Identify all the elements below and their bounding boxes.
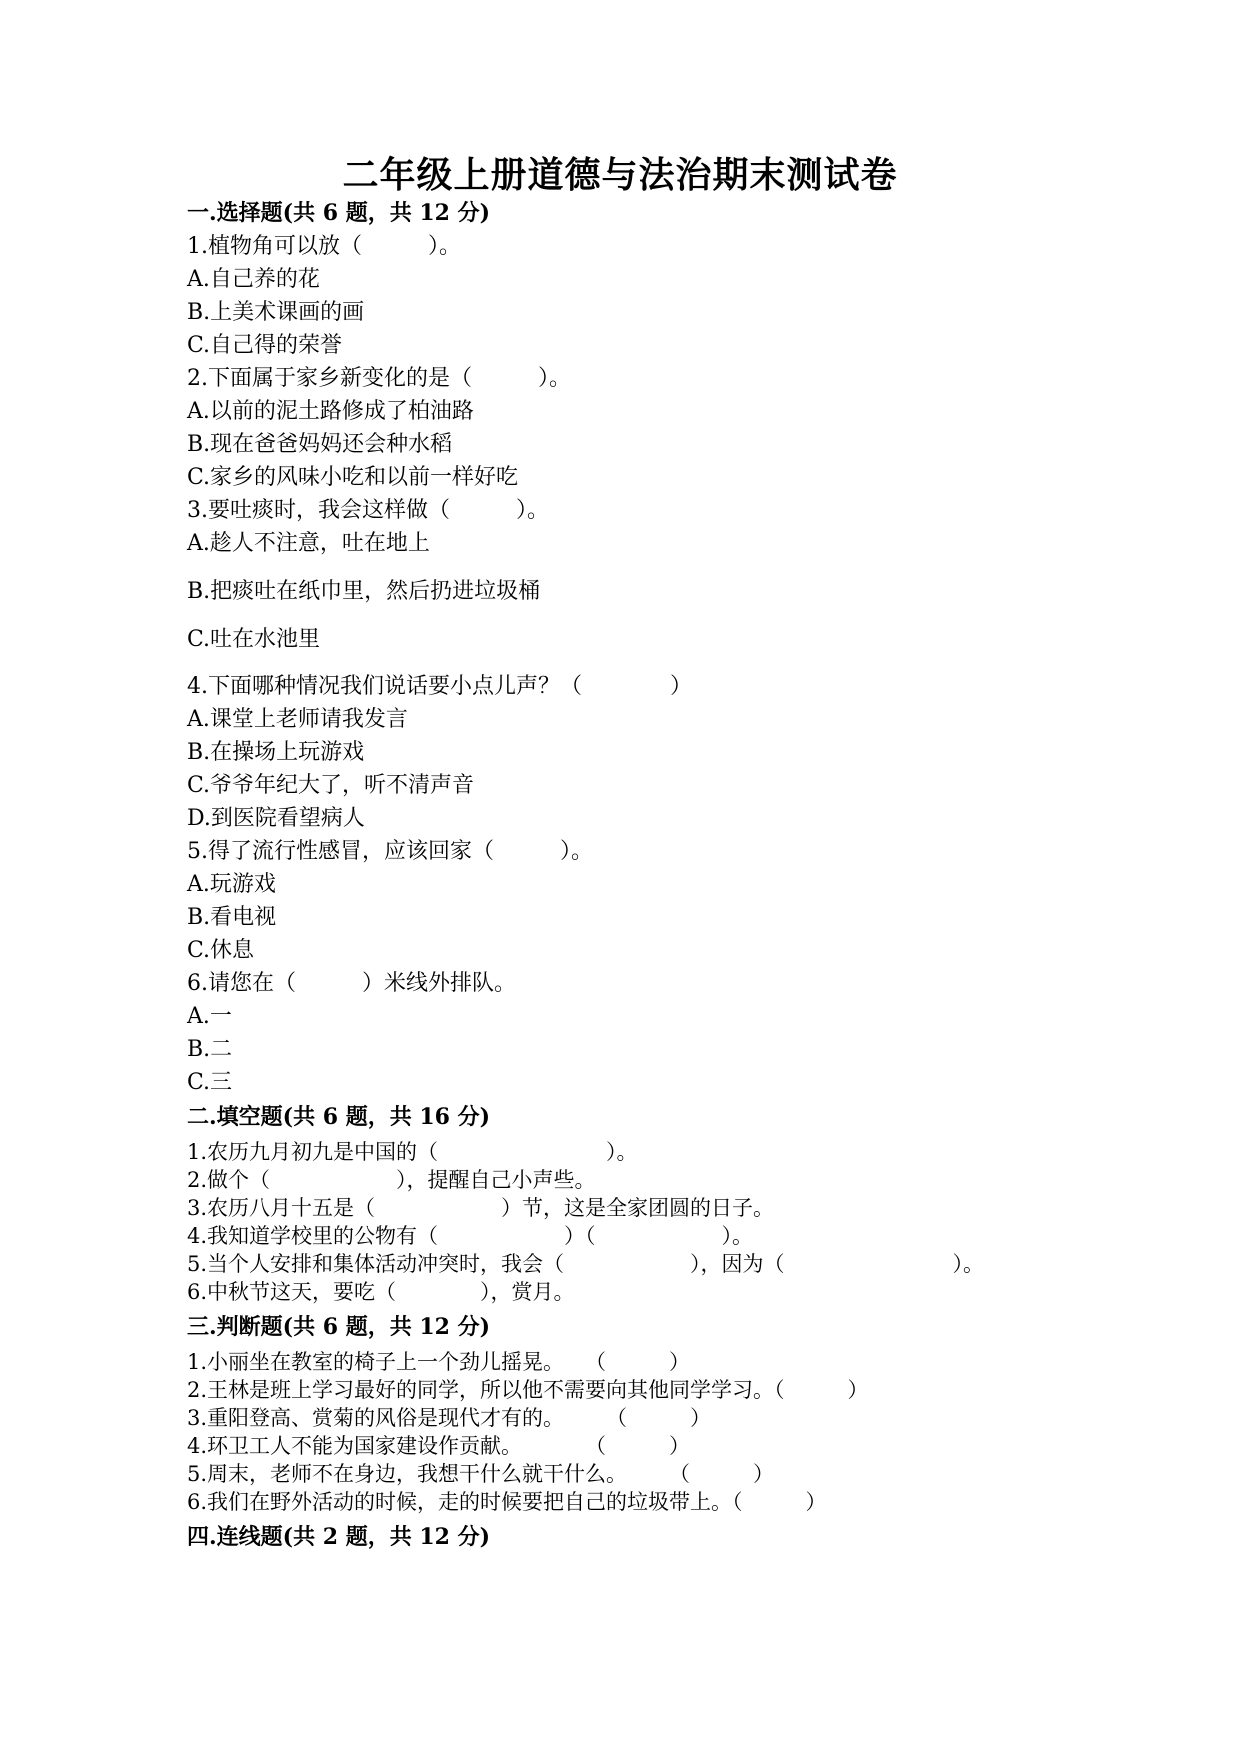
choice-q5-stem: 5.得了流行性感冒，应该回家（ ）。 [187, 839, 593, 864]
choice-q6-option-b: B.二 [187, 1037, 233, 1062]
judge-q1: 1.小丽坐在教室的椅子上一个劲儿摇晃。 （ ） [187, 1350, 691, 1374]
choice-q1-option-b: B.上美术课画的画 [187, 300, 365, 325]
choice-q6-option-a: A.一 [187, 1004, 232, 1029]
choice-q3-stem: 3.要吐痰时，我会这样做（ ）。 [187, 498, 549, 523]
choice-q2-stem: 2.下面属于家乡新变化的是（ ）。 [187, 366, 571, 391]
choice-q2-option-a: A.以前的泥土路修成了柏油路 [187, 399, 474, 424]
section-heading-match: 四.连线题(共 2 题，共 12 分) [187, 1524, 491, 1550]
section-heading-choice: 一.选择题(共 6 题，共 12 分) [187, 200, 491, 226]
choice-q4-option-b: B.在操场上玩游戏 [187, 740, 365, 765]
choice-q4-option-d: D.到医院看望病人 [187, 806, 365, 831]
choice-q5-option-b: B.看电视 [187, 905, 277, 930]
choice-q2-option-c: C.家乡的风味小吃和以前一样好吃 [187, 465, 519, 490]
choice-q2-option-b: B.现在爸爸妈妈还会种水稻 [187, 432, 453, 457]
choice-q6-stem: 6.请您在（ ）米线外排队。 [187, 971, 516, 996]
judge-q6: 6.我们在野外活动的时候，走的时候要把自己的垃圾带上。（ ） [187, 1490, 827, 1514]
choice-q5-option-a: A.玩游戏 [187, 872, 276, 897]
choice-q3-option-a: A.趁人不注意，吐在地上 [187, 531, 430, 556]
fill-q2: 2.做个（ ），提醒自己小声些。 [187, 1168, 596, 1192]
fill-q5: 5.当个人安排和集体活动冲突时，我会（ ），因为（ ）。 [187, 1252, 985, 1276]
fill-q6: 6.中秋节这天，要吃（ ），赏月。 [187, 1280, 575, 1304]
exam-title: 二年级上册道德与法治期末测试卷 [342, 154, 898, 196]
judge-q3: 3.重阳登高、赏菊的风俗是现代才有的。 （ ） [187, 1406, 712, 1430]
judge-q2: 2.王林是班上学习最好的同学，所以他不需要向其他同学学习。（ ） [187, 1378, 869, 1402]
choice-q6-option-c: C.三 [187, 1070, 233, 1095]
choice-q4-option-a: A.课堂上老师请我发言 [187, 707, 408, 732]
fill-q4: 4.我知道学校里的公物有（ ）（ ）。 [187, 1224, 754, 1248]
choice-q3-option-c: C.吐在水池里 [187, 627, 321, 652]
section-heading-judge: 三.判断题(共 6 题，共 12 分) [187, 1314, 491, 1340]
choice-q1-option-c: C.自己得的荣誉 [187, 333, 343, 358]
choice-q4-stem: 4.下面哪种情况我们说话要小点儿声？（ ） [187, 674, 692, 699]
choice-q4-option-c: C.爷爷年纪大了，听不清声音 [187, 773, 475, 798]
choice-q1-stem: 1.植物角可以放（ ）。 [187, 234, 461, 259]
fill-q3: 3.农历八月十五是（ ）节，这是全家团圆的日子。 [187, 1196, 775, 1220]
choice-q5-option-c: C.休息 [187, 938, 255, 963]
choice-q1-option-a: A.自己养的花 [187, 267, 320, 292]
fill-q1: 1.农历九月初九是中国的（ ）。 [187, 1140, 638, 1164]
choice-q3-option-b: B.把痰吐在纸巾里，然后扔进垃圾桶 [187, 579, 541, 604]
judge-q4: 4.环卫工人不能为国家建设作贡献。 （ ） [187, 1434, 691, 1458]
judge-q5: 5.周末，老师不在身边，我想干什么就干什么。 （ ） [187, 1462, 775, 1486]
section-heading-fill: 二.填空题(共 6 题，共 16 分) [187, 1104, 491, 1130]
